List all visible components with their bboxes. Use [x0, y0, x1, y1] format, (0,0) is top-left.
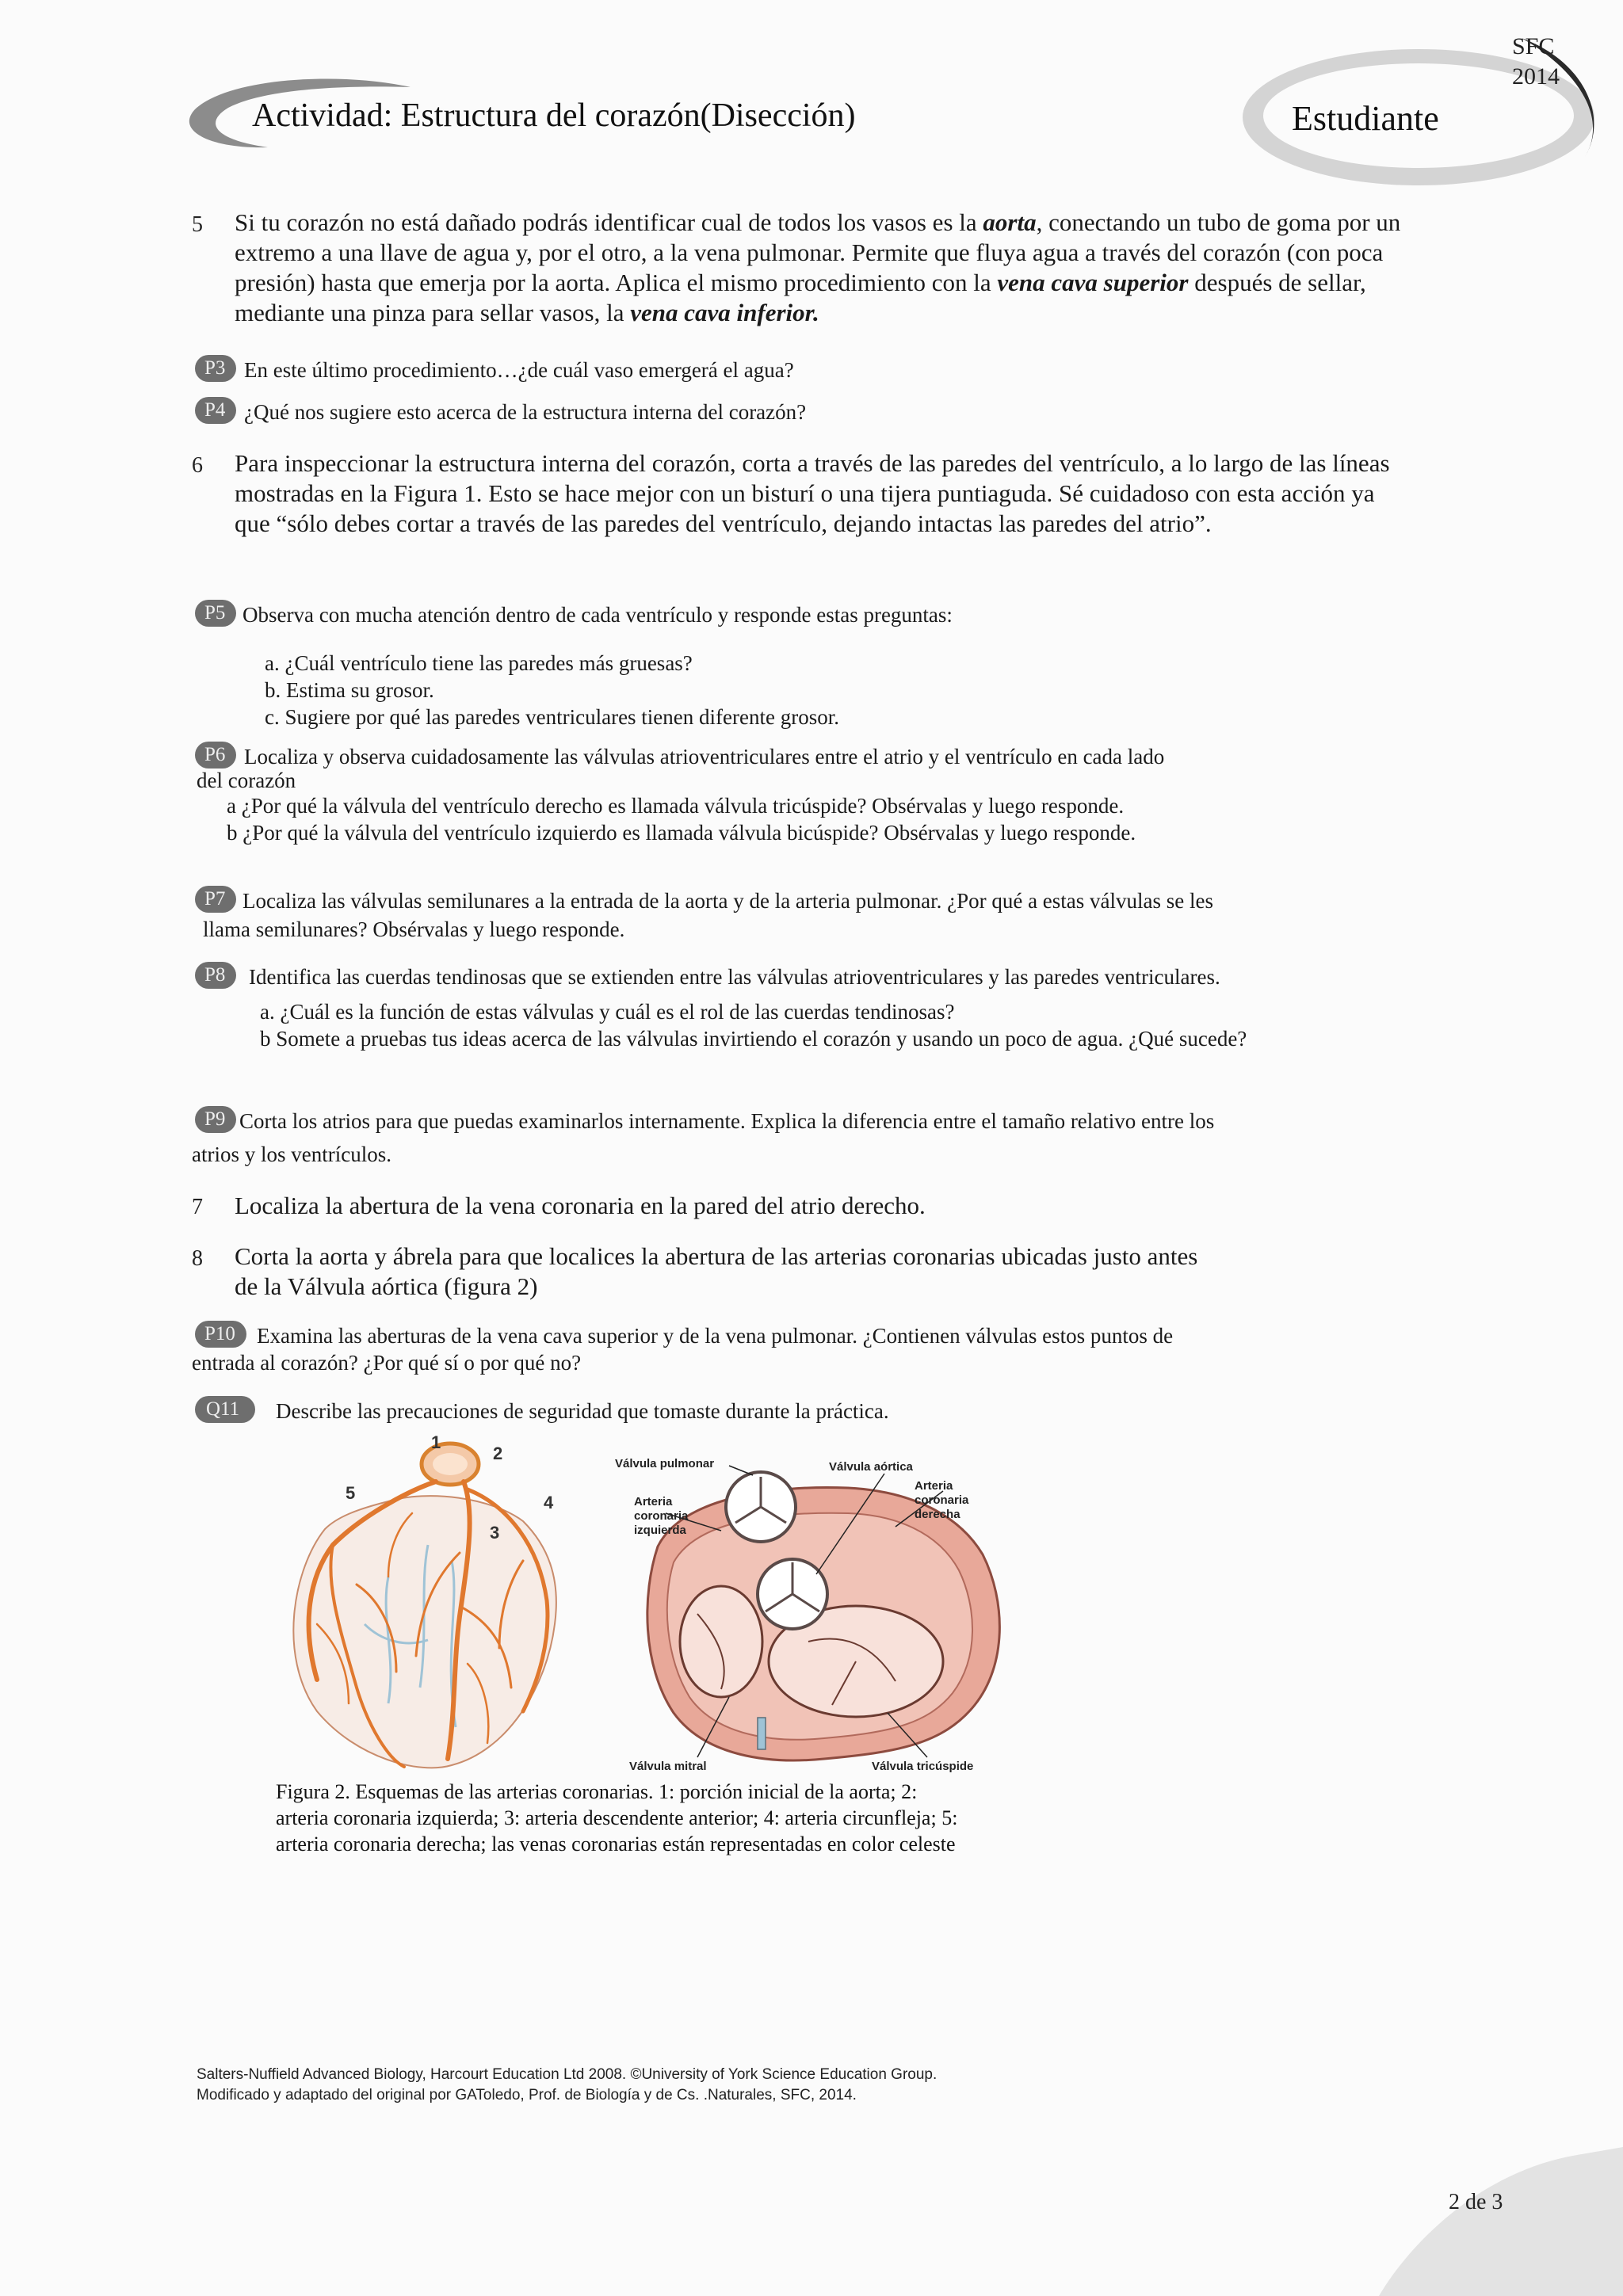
heart-valves-illustration — [610, 1444, 1046, 1776]
question-p6-a: a ¿Por qué la válvula del ventrículo derecho es llamada válvula tricúspide? Obsérvalas y luego responde. — [227, 794, 1125, 818]
role-label: Estudiante — [1292, 99, 1439, 138]
question-p9-text-line1: Corta los atrios para que puedas examinarlos internamente. Explica la diferencia entre el tamaño relativo entre los — [239, 1109, 1215, 1133]
step-8-text-line1: Corta la aorta y ábrela para que localices la abertura de las arterias coronarias ubicadas justo antes — [235, 1242, 1198, 1270]
figure-caption-line3: arteria coronaria derecha; las venas coronarias están representadas en color celeste — [276, 1833, 956, 1855]
figure-caption-line1: Figura 2. Esquemas de las arterias coronarias. 1: porción inicial de la aorta; 2: — [276, 1780, 918, 1803]
figure-caption — [276, 1779, 957, 1857]
heart-number-4: 4 — [544, 1493, 554, 1512]
question-p7-text-line2: llama semilunares? Obsérvalas y luego responde. — [203, 917, 625, 941]
label-arteria-der-2: coronaria — [915, 1493, 969, 1507]
question-p4-text: ¿Qué nos sugiere esto acerca de la estructura interna del corazón? — [244, 400, 807, 424]
step-number-8: 8 — [192, 1246, 203, 1271]
step-5-part-b: , conectando un tubo de goma por un extremo a una llave de agua y, por el otro, a la vena pulmonar. Permite que fluya agua a través del corazón (con poca presión) hasta que emerja por la aorta. Aplica el mismo procedimiento con la — [235, 208, 1401, 296]
label-arteria-der-3: derecha — [915, 1508, 960, 1521]
question-p5-text: Observa con mucha atención dentro de cada ventrículo y responde estas preguntas: — [242, 603, 953, 627]
step-number-5: 5 — [192, 212, 203, 237]
question-p5-a: a. ¿Cuál ventrículo tiene las paredes más gruesas? — [265, 651, 693, 675]
question-badge-p4: P4 — [195, 397, 236, 424]
label-valvula-mitral: Válvula mitral — [629, 1760, 707, 1773]
footer-swoosh — [1363, 2147, 1623, 2296]
heart-number-3: 3 — [490, 1523, 500, 1543]
question-badge-q11: Q11 — [195, 1396, 255, 1423]
label-valvula-tricuspide: Válvula tricúspide — [872, 1760, 974, 1773]
question-badge-p7: P7 — [195, 886, 236, 913]
question-badge-p9: P9 — [195, 1106, 236, 1133]
question-p5-b: b. Estima su grosor. — [265, 678, 434, 702]
step-7-text: Localiza la abertura de la vena coronaria en la pared del atrio derecho. — [235, 1192, 926, 1219]
figure-caption-line2: arteria coronaria izquierda; 3: arteria descendente anterior; 4: arteria circunfleja; 5: — [276, 1806, 958, 1829]
term-vena-cava-superior: vena cava superior — [997, 269, 1189, 296]
page-title: Actividad: Estructura del corazón(Disección) — [252, 97, 856, 134]
question-p5-c: c. Sugiere por qué las paredes ventriculares tienen diferente grosor. — [265, 705, 839, 729]
question-p10-text-line1: Examina las aberturas de la vena cava superior y de la vena pulmonar. ¿Contienen válvulas estos puntos de — [257, 1324, 1174, 1348]
coronary-arteries-illustration — [269, 1426, 586, 1783]
question-badge-p3: P3 — [195, 355, 236, 382]
school-year: 2014 — [1512, 63, 1560, 90]
heart-number-1: 1 — [431, 1432, 441, 1452]
question-p8-b: b Somete a pruebas tus ideas acerca de las válvulas invirtiendo el corazón y usando un poco de agua. ¿Qué sucede? — [260, 1027, 1247, 1051]
footer-line2: Modificado y adaptado del original por GAToledo, Prof. de Biología y de Cs. .Naturales, SFC, 2014. — [197, 2087, 857, 2103]
label-arteria-izq-1: Arteria — [634, 1495, 673, 1508]
question-p6-text-line2: del corazón — [197, 769, 296, 792]
step-5-part-c: después de sellar, mediante una pinza para sellar vasos, la — [235, 269, 1366, 326]
heart-number-5: 5 — [346, 1483, 356, 1503]
school-year-badge — [1512, 32, 1560, 92]
heart-number-2: 2 — [493, 1444, 503, 1463]
question-badge-p6: P6 — [195, 742, 236, 769]
question-badge-p5: P5 — [195, 600, 236, 627]
step-5-part-a: Si tu corazón no está dañado podrás identificar cual de todos los vasos es la — [235, 208, 983, 236]
question-p6-b: b ¿Por qué la válvula del ventrículo izquierdo es llamada válvula bicúspide? Obsérvalas y luego responde. — [227, 821, 1136, 845]
footer-credits — [197, 2065, 937, 2106]
label-arteria-der-1: Arteria — [915, 1479, 953, 1493]
question-p9-text-line2: atrios y los ventrículos. — [192, 1142, 391, 1166]
label-arteria-izq-3: izquierda — [634, 1524, 686, 1537]
question-badge-p8: P8 — [195, 962, 236, 989]
label-valvula-aortica: Válvula aórtica — [829, 1460, 913, 1474]
term-aorta: aorta — [983, 208, 1037, 236]
question-badge-p10: P10 — [195, 1321, 246, 1348]
footer-line1: Salters-Nuffield Advanced Biology, Harcourt Education Ltd 2008. ©University of York Science Education Group. — [197, 2066, 938, 2083]
question-p8-a: a. ¿Cuál es la función de estas válvulas y cuál es el rol de las cuerdas tendinosas? — [260, 1000, 955, 1024]
step-8-text-line2: de la Válvula aórtica (figura 2) — [235, 1272, 538, 1300]
label-valvula-pulmonar: Válvula pulmonar — [615, 1457, 715, 1470]
step-5-text — [235, 208, 1423, 328]
question-p3-text: En este último procedimiento…¿de cuál vaso emergerá el agua? — [244, 358, 794, 382]
step-number-6: 6 — [192, 453, 203, 478]
step-6-text: Para inspeccionar la estructura interna del corazón, corta a través de las paredes del ventrículo, a lo largo de las líneas mostradas en la Figura 1. Esto se hace mejor con un bisturí o una tijera puntiaguda. Sé cuidadoso con esta acción ya que “sólo debes cortar a través de las paredes del ventrículo, dejando intactas las paredes del atrio”. — [235, 449, 1390, 537]
question-p8-text: Identifica las cuerdas tendinosas que se extienden entre las válvulas atrioventriculares y las paredes ventriculares. — [249, 965, 1220, 989]
question-q11-text: Describe las precauciones de seguridad que tomaste durante la práctica. — [276, 1399, 889, 1423]
question-p10-text-line2: entrada al corazón? ¿Por qué sí o por qué no? — [192, 1351, 582, 1375]
step-number-7: 7 — [192, 1195, 203, 1219]
question-p6-text-line1: Localiza y observa cuidadosamente las válvulas atrioventriculares entre el atrio y el ventrículo en cada lado — [244, 745, 1165, 769]
school-code: SFC — [1512, 33, 1555, 59]
label-arteria-izq-2: coronaria — [634, 1509, 689, 1523]
question-p7-text-line1: Localiza las válvulas semilunares a la entrada de la aorta y de la arteria pulmonar. ¿Por qué a estas válvulas se les — [242, 889, 1214, 913]
term-vena-cava-inferior: vena cava inferior. — [630, 299, 819, 326]
page-number: 2 de 3 — [1449, 2190, 1503, 2214]
